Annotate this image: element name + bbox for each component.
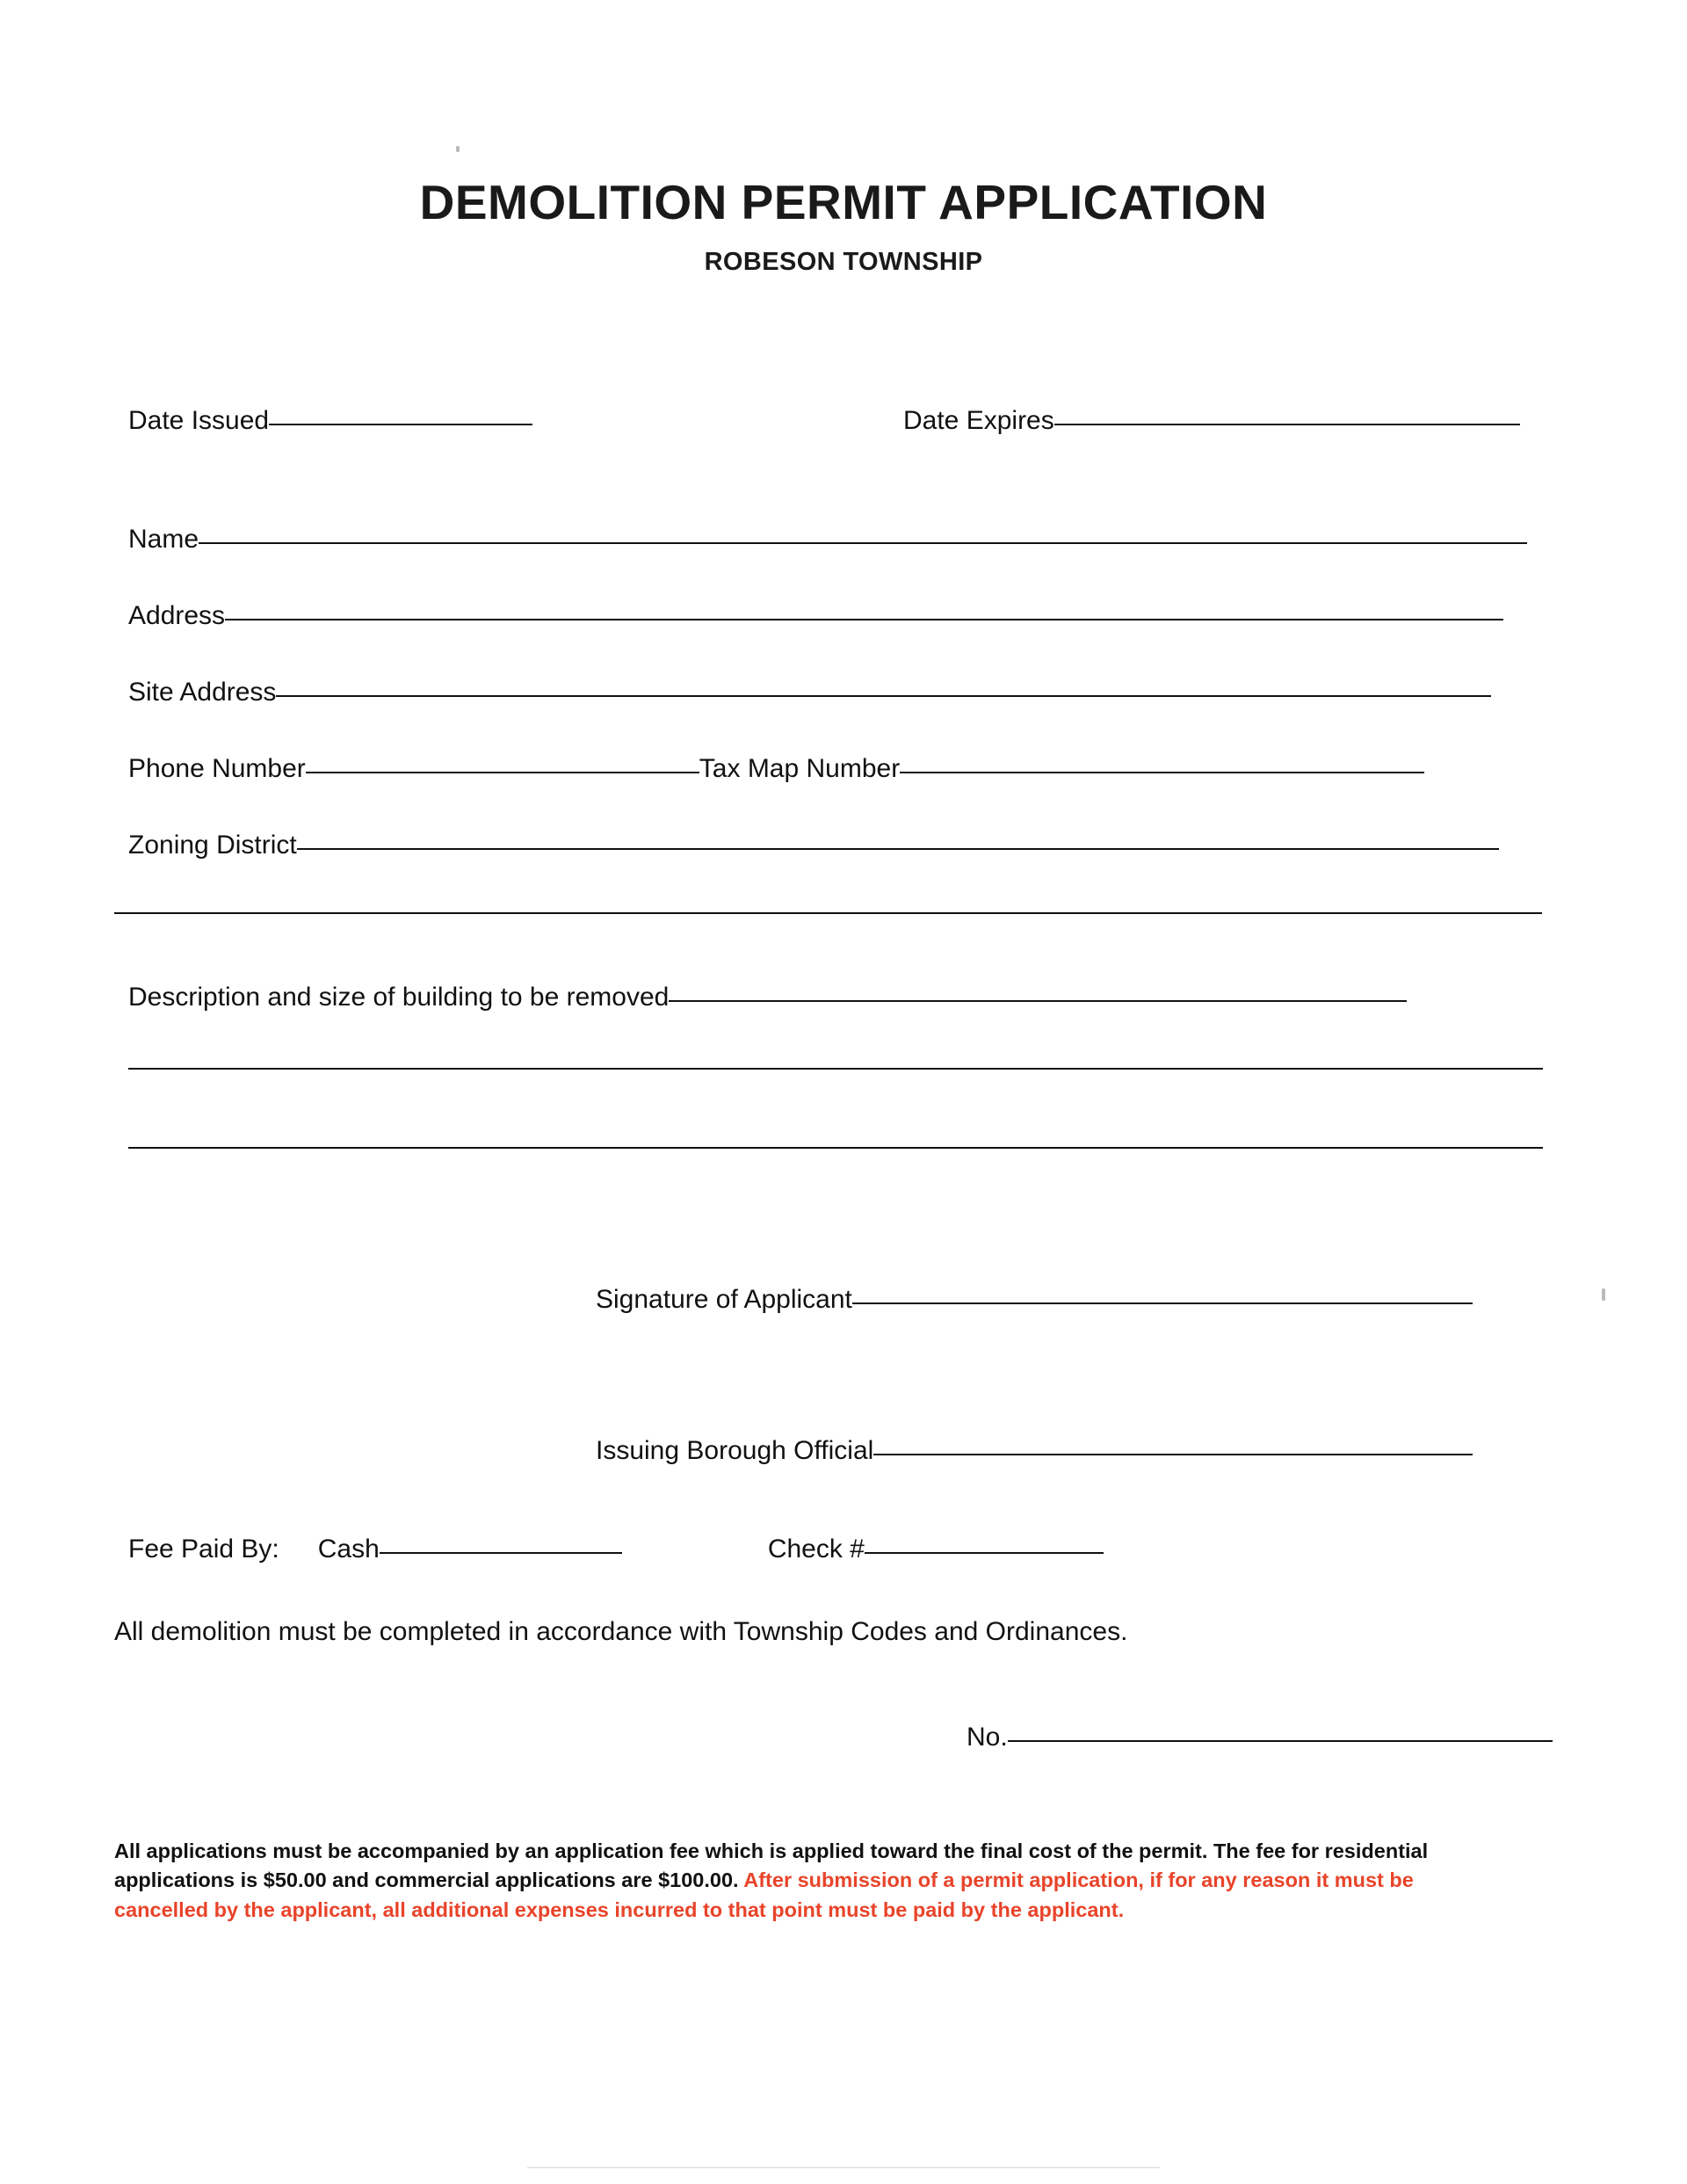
- description-input[interactable]: [669, 1000, 1407, 1002]
- phone-number-label: Phone Number: [128, 754, 306, 783]
- field-zoning-district[interactable]: [128, 831, 1499, 860]
- issuing-official-label: Issuing Borough Official: [596, 1436, 874, 1465]
- tax-map-number-input[interactable]: [900, 772, 1424, 773]
- date-expires-label: Date Expires: [903, 406, 1054, 435]
- issuing-official-input[interactable]: [873, 1454, 1473, 1455]
- page-title: DEMOLITION PERMIT APPLICATION: [419, 175, 1268, 229]
- address-input[interactable]: [225, 619, 1503, 620]
- cash-input[interactable]: [380, 1552, 622, 1554]
- field-issuing-borough-official[interactable]: [596, 1436, 1473, 1466]
- zoning-district-input[interactable]: [297, 848, 1499, 850]
- site-address-label: Site Address: [128, 678, 277, 707]
- field-phone-number[interactable]: [128, 754, 1424, 784]
- fee-note-black: All applications must be accompanied by an application fee which is applied toward the final cost of the permit. The fee for residential applications is $50.00 and commercial applications are $100.00.: [114, 1839, 1429, 1892]
- page-footer-rule: [527, 2167, 1160, 2168]
- address-label: Address: [128, 601, 226, 630]
- field-signature-of-applicant[interactable]: [596, 1285, 1473, 1315]
- field-date-issued[interactable]: [128, 406, 532, 436]
- name-input[interactable]: [199, 542, 1527, 544]
- cash-label: Cash: [317, 1535, 380, 1564]
- number-label: No.: [967, 1723, 1008, 1752]
- page-subtitle: ROBESON TOWNSHIP: [704, 248, 983, 276]
- fee-note: [114, 1837, 1494, 1925]
- date-expires-input[interactable]: [1054, 424, 1520, 425]
- signature-label: Signature of Applicant: [596, 1285, 852, 1314]
- name-label: Name: [128, 525, 199, 554]
- field-address[interactable]: [128, 601, 1503, 631]
- zoning-district-label: Zoning District: [128, 831, 297, 860]
- signature-input[interactable]: [852, 1302, 1473, 1304]
- field-description[interactable]: [128, 983, 1407, 1012]
- scan-speck: [1602, 1288, 1605, 1301]
- tax-map-number-label: Tax Map Number: [699, 754, 901, 783]
- scan-speck: [456, 146, 460, 152]
- description-label: Description and size of building to be removed: [128, 983, 670, 1012]
- date-issued-label: Date Issued: [128, 406, 270, 435]
- field-date-expires[interactable]: [903, 406, 1520, 436]
- fee-paid-by-label: Fee Paid By:: [128, 1535, 279, 1564]
- fee-note-red: After submission of a permit application, if for any reason it must be cancelled by the applicant, all additional expenses incurred to that point must be paid by the applicant.: [114, 1868, 1414, 1921]
- field-name[interactable]: [128, 525, 1527, 555]
- field-permit-number[interactable]: [967, 1723, 1553, 1752]
- description-continuation-line[interactable]: [128, 1068, 1543, 1070]
- number-input[interactable]: [1008, 1740, 1553, 1742]
- site-address-input[interactable]: [276, 695, 1491, 697]
- check-label: Check #: [767, 1535, 865, 1564]
- field-site-address[interactable]: [128, 678, 1491, 707]
- phone-number-input[interactable]: [306, 772, 699, 773]
- check-input[interactable]: [865, 1552, 1104, 1554]
- date-issued-input[interactable]: [269, 424, 532, 425]
- description-continuation-line[interactable]: [128, 1147, 1543, 1149]
- field-fee-paid-by[interactable]: [128, 1535, 1104, 1564]
- ordinance-statement: All demolition must be completed in accordance with Township Codes and Ordinances.: [114, 1617, 1128, 1646]
- blank-write-line[interactable]: [114, 912, 1542, 914]
